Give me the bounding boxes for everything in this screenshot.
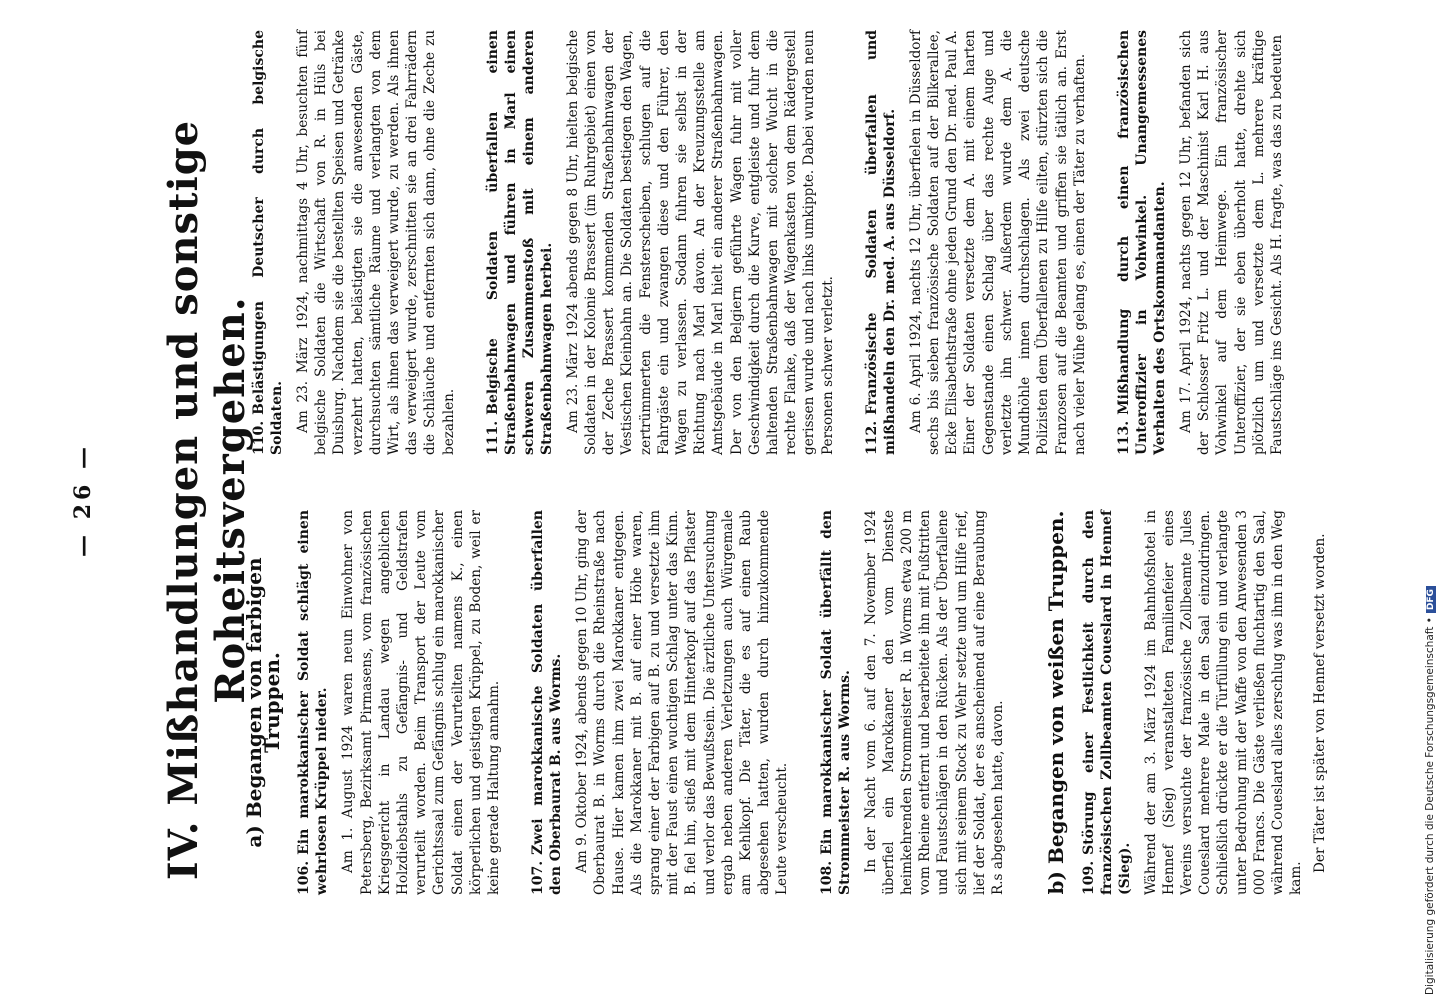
item-title [484,30,556,455]
item-title [863,30,899,455]
page-number: — 26 — [70,443,96,557]
right-column [250,30,1292,455]
item-title-text: Belästigungen Deutscher durch belgische Soldaten. [251,30,285,455]
item-title [1115,30,1169,455]
item-title [1080,510,1134,895]
item-paragraph: Am 1. August 1924 waren neun Einwohner von Petersberg, Bezirksamt Pirmasens, vom französischen Kriegsgericht in Landau wegen angeblichen Holzdiebstahls zu Gefängnis- und Geldstrafen verurteilt worden. Beim Transport der Leute vom Gerichtssaal zum Gefängnis schlug ein marokkanischer Soldat einen der Verurteilten namens K., einen körperlichen und geistigen Krüppel, zu Boden, weil er keine gerade Haltung annahm. [340,510,503,895]
item-number: 108. [818,860,835,895]
item-paragraph: Am 9. Oktober 1924, abends gegen 10 Uhr, ging der Oberbaurat B. in Worms durch die Rheinstraße nach Hause. Hier kamen ihm zwei Marokkaner entgegen. Als die Marokkaner mit B. auf einer Höhe waren, sprang einer der Farbigen auf B. zu und versetzte ihm mit der Faust einen wuchtigen Schlag unter das Kinn. B. fiel hin, stieß mit dem Hinterkopf auf das Pflaster und verlor das Bewußtsein. Die ärztliche Untersuchung ergab neben anderen Verletzungen auch Würgemale am Kehlkopf. Die Täter, die es auf einen Raub abgesehen hatten, wurden durch hinzukommende Leute verscheucht. [574,510,791,895]
item-title-text: Belgische Soldaten überfallen einen Straßenbahnwagen und führen in Marl einen schweren Zusammenstoß mit einem anderen Straßenbahnwagen herbei. [484,30,555,455]
item-title [529,510,565,895]
item-112 [863,30,1089,455]
item-paragraph: Der Täter ist später von Hennef versetzt worden. [1312,533,1329,873]
item-title-text: Französische Soldaten überfallen und mißhandeln den Dr. med. A. aus Düsseldorf. [863,30,898,455]
item-109 [1080,510,1330,895]
item-110 [250,30,458,455]
item-number: 109. [1080,860,1097,895]
credit-text: Digitalisierung gefördert durch die Deutsche Forschungsgemeinschaft • [1424,617,1436,995]
dfg-logo: DFG [1426,586,1436,613]
item-paragraph: Während der am 3. März 1924 im Bahnhofshotel in Hennef (Sieg) veranstalteten Familienfeier eines Vereins versuchte der französische Zollbeamte Jules Coueslard mehrere Male in den Saal einzudringen. Schließlich drückte er die Türfüllung ein und verlangte unter Bedrohung mit der Waffe von den Anwesenden 3 000 Francs. Die Gäste verließen fluchtartig den Saal, während Coueslard alles zerschlug was ihm in den Weg kam. [1142,510,1305,895]
chapter-title: IV. Mißhandlungen und sonstige Roheitsvergehen. [160,119,254,881]
item-111 [484,30,837,455]
item-title-text: Mißhandlung durch einen französischen Unteroffizier in Vohwinkel. Unangemessenes Verhalten des Ortskommandanten. [1115,30,1168,455]
item-title-text: Ein marokkanischer Soldat überfällt den Strommeister R. aus Worms. [818,510,853,895]
item-107 [529,510,791,895]
item-paragraph: Am 23. März 1924 abends gegen 8 Uhr, hielten belgische Soldaten in der Kolonie Brassert (im Ruhrgebiet) einen von der Zeche Brassert kommenden Straßenbahnwagen der Vestischen Kleinbahn an. Die Soldaten bestiegen den Wagen, zertrümmerten die Fensterscheiben, schlugen auf die Fahrgäste ein und zwangen diese und den Führer, den Wagen zu verlassen. Sodann fuhren sie selbst in der Richtung nach Marl davon. An der Kreuzungsstelle am Amtsgebäude in Marl hielt ein anderer Straßenbahnwagen. Der von den Belgiern geführte Wagen fuhr mit voller Geschwindigkeit durch die Kurve, entgleiste und fuhr dem haltenden Straßenbahnwagen mit solcher Wucht in die rechte Flanke, daß der Wagenkasten von dem Rädergestell gerissen wurde und nach links umkippte. Dabei wurden neun Personen schwer verletzt. [564,30,836,455]
item-paragraph: Am 17. April 1924, nachts gegen 12 Uhr, befanden sich der Schlosser Fritz L. und der Maschinist Karl H. aus Vohwinkel auf dem Heimwege. Ein französischer Unteroffizier, der sie eben überholt hatte, drehte sich plötzlich um und versetzte dem L. mehrere kräftige Faustschläge ins Gesicht. Als H. fragte, was das zu bedeuten [1177,30,1285,455]
item-title [818,510,854,895]
item-title-text: Zwei marokkanische Soldaten überfallen den Oberbaurat B. aus Worms. [530,510,565,895]
item-number: 111. [484,420,501,455]
item-113 [1115,30,1286,455]
item-paragraph: In der Nacht vom 6. auf den 7. November 1924 überfiel ein Marokkaner den vom Dienste heimkehrenden Strommeister R. in Worms etwa 200 m vom Rheine entfernt und bearbeitete ihn mit Fußtritten und Faustschlägen in den Rücken. Als der Überfallene sich mit seinem Stock zu Wehr setzte und um Hilfe rief, lief der Soldat, der es anscheinend auf eine Beraubung R.s abgesehen hatte, davon. [862,510,1007,895]
digitization-credit [1424,5,1436,995]
section-b-heading: b) Begangen von weißen Truppen. [1044,510,1069,895]
item-title [295,510,331,895]
item-number: 113. [1115,420,1132,455]
item-number: 110. [251,420,267,455]
item-108 [818,510,1008,895]
item-title [250,30,286,455]
item-paragraph: Am 23. März 1924, nachmittags 4 Uhr, besuchten fünf belgische Soldaten die Wirtschaft von R. in Hüls bei Duisburg. Nachdem sie die bestellten Speisen und Getränke verzehrt hatten, belästigten sie die anwesenden Gäste, durchsuchten sämtliche Räume und verlangten von dem Wirt, als ihnen das verweigert wurde, zu werden. Als ihnen das verweigert wurde, zerschnitten sie an drei Fahrrädern die Schläuche und entfernten sich dann, ohne die Zeche zu bezahlen. [295,30,457,455]
left-column [242,510,1336,895]
item-number: 112. [863,420,880,455]
item-number: 107. [530,860,547,895]
item-paragraph: Am 6. April 1924, nachts 12 Uhr, überfielen in Düsseldorf sechs bis sieben französische Soldaten auf der Bilkerallee, Ecke Elisabethstraße ohne jeden Grund den Dr. med. Paul A. Einer der Soldaten versetzte dem A. mit einem harten Gegenstande einen Schlag über das rechte Auge und verletzte ihn schwer. Außerdem wurde dem A. die Mundhöhle innen durchschlagen. Als zwei deutsche Polizisten dem Überfallenen zu Hilfe eilten, stürzten sich die Franzosen auf die Beamten und griffen sie tätlich an. Erst nach vieler Mühe gelang es, einen der Täter zu verhaften. [907,30,1088,455]
section-a-heading: a) Begangen von farbigen Truppen. [242,557,285,848]
item-title-text: Ein marokkanischer Soldat schlägt einen wehrlosen Krüppel nieder. [296,510,331,895]
item-106 [295,510,503,895]
item-title-text: Störung einer Festlichkeit durch den französischen Zollbeamten Coueslard in Hennef (Sieg). [1080,510,1133,895]
item-number: 106. [296,860,313,895]
